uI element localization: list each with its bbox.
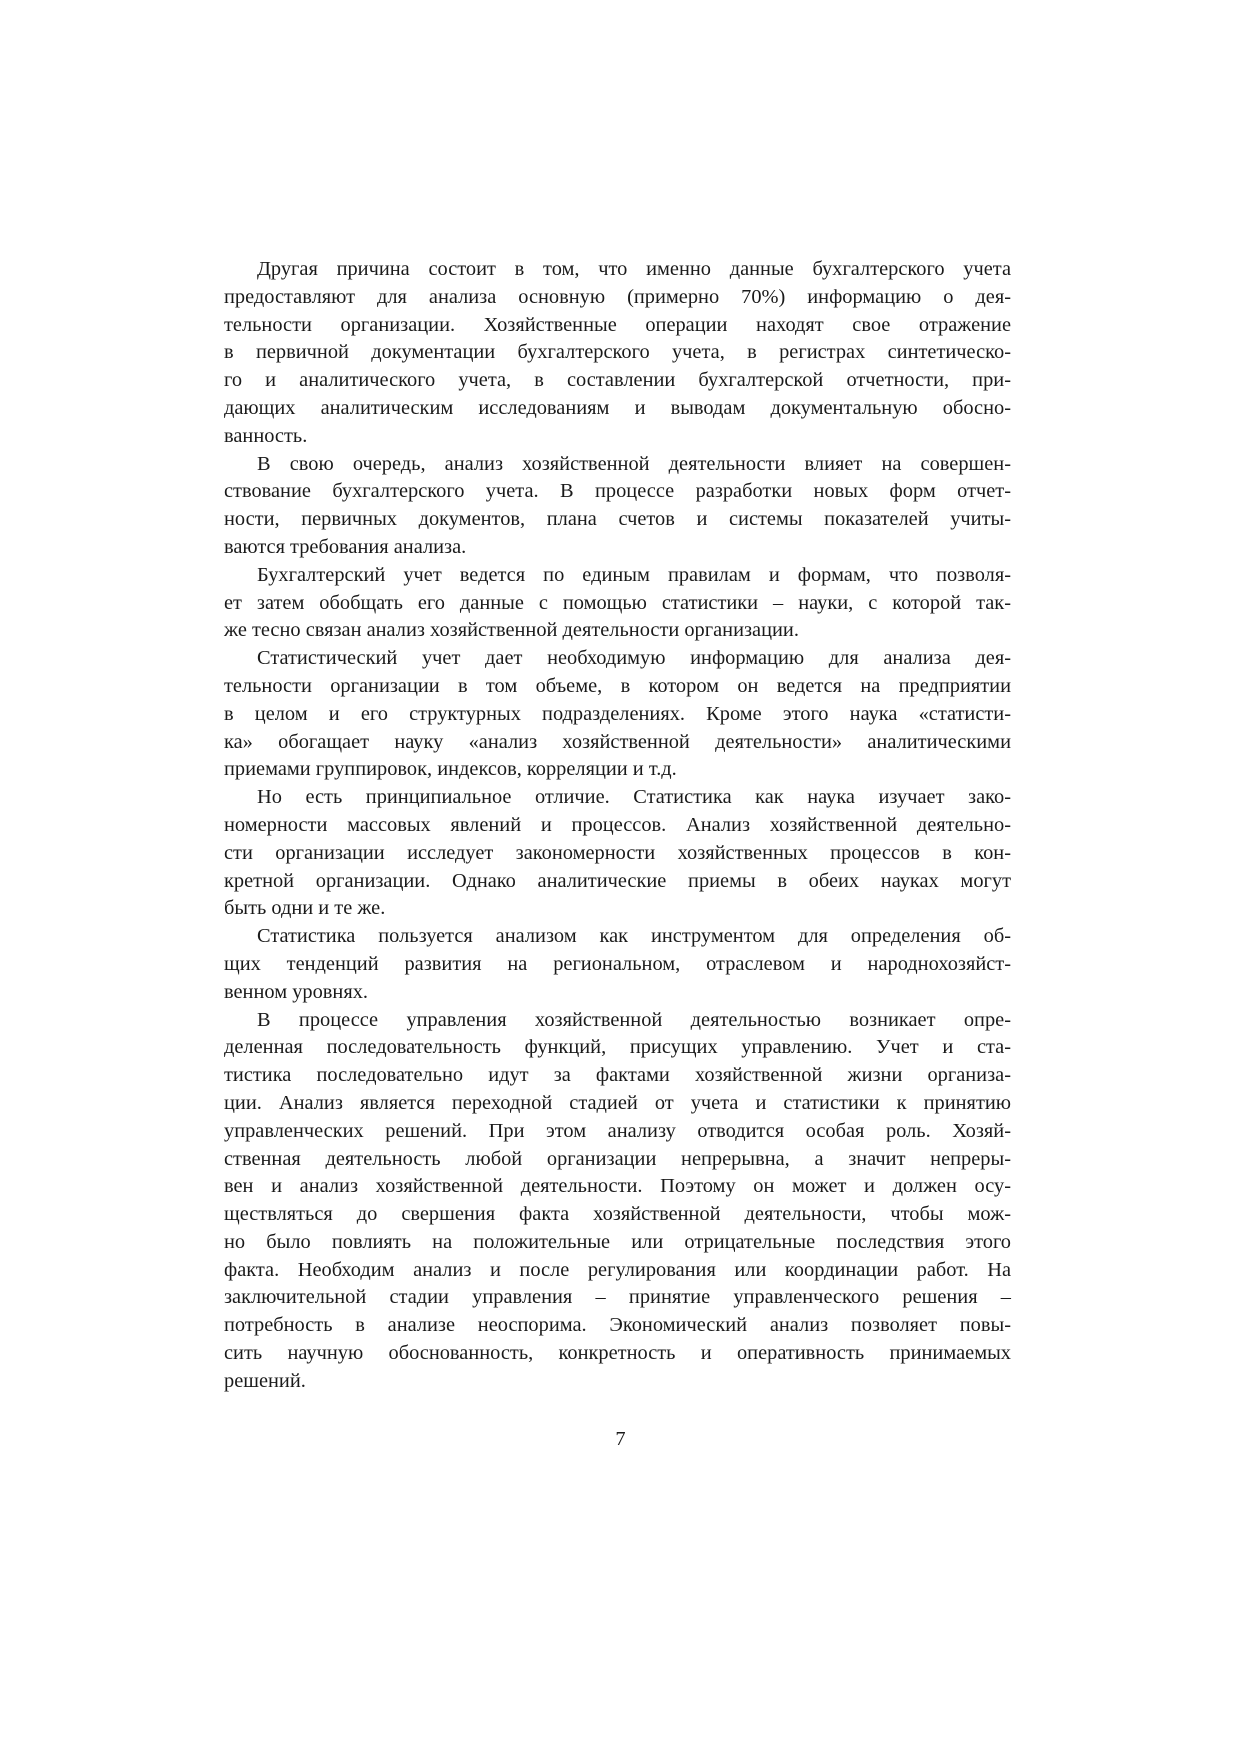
text-line: сти организации исследует закономерности хозяйственных процессов в кон-	[224, 841, 1011, 864]
paragraph	[224, 1007, 1011, 1396]
body-text	[224, 256, 1011, 1396]
text-line: вен и анализ хозяйственной деятельности. Поэтому он может и должен осу-	[224, 1175, 1011, 1198]
text-line: кретной организации. Однако аналитические приемы в обеих науках могут	[224, 869, 1011, 892]
text-line: Статистика пользуется анализом как инструментом для определения об-	[257, 925, 1011, 948]
text-line: управленческих решений. При этом анализу отводится особая роль. Хозяй-	[224, 1119, 1011, 1142]
text-line: Бухгалтерский учет ведется по единым правилам и формам, что позволя-	[257, 563, 1011, 586]
text-line: ет затем обобщать его данные с помощью статистики – науки, с которой так-	[224, 591, 1011, 614]
paragraph	[224, 923, 1011, 1006]
paragraph	[224, 645, 1011, 784]
text-line: ществляться до свершения факта хозяйственной деятельности, чтобы мож-	[224, 1203, 1011, 1226]
text-line: заключительной стадии управления – принятие управленческого решения –	[224, 1286, 1011, 1309]
text-line: В процессе управления хозяйственной деятельностью возникает опре-	[257, 1008, 1011, 1031]
text-line: венном уровнях.	[224, 980, 368, 1003]
text-line: ваются требования анализа.	[224, 535, 467, 558]
text-line: приемами группировок, индексов, корреляции и т.д.	[224, 758, 677, 781]
text-line: в целом и его структурных подразделениях. Кроме этого наука «статисти-	[224, 702, 1011, 725]
text-line: ванность.	[224, 424, 308, 447]
text-line: В свою очередь, анализ хозяйственной деятельности влияет на совершен-	[257, 452, 1011, 475]
paragraph	[224, 451, 1011, 562]
text-line: щих тенденций развития на региональном, отраслевом и народнохозяйст-	[224, 952, 1011, 975]
paragraph	[224, 562, 1011, 645]
text-line: ности, первичных документов, плана счетов и системы показателей учиты-	[224, 508, 1011, 531]
text-line: факта. Необходим анализ и после регулирования или координации работ. На	[224, 1258, 1011, 1281]
text-line: ции. Анализ является переходной стадией от учета и статистики к принятию	[224, 1091, 1011, 1114]
text-line: тельности организации в том объеме, в котором он ведется на предприятии	[224, 674, 1011, 697]
text-line: тистика последовательно идут за фактами хозяйственной жизни организа-	[224, 1064, 1011, 1087]
paragraph	[224, 784, 1011, 923]
paragraph	[224, 256, 1011, 451]
text-line: но было повлиять на положительные или отрицательные последствия этого	[224, 1230, 1011, 1253]
page-number: 7	[615, 1428, 626, 1450]
text-line: дающих аналитическим исследованиям и выводам документальную обосно-	[224, 396, 1011, 419]
text-line: Другая причина состоит в том, что именно данные бухгалтерского учета	[257, 258, 1011, 280]
text-line: номерности массовых явлений и процессов. Анализ хозяйственной деятельно-	[224, 813, 1011, 836]
text-line: Статистический учет дает необходимую информацию для анализа дея-	[257, 647, 1011, 670]
text-line: тельности организации. Хозяйственные операции находят свое отражение	[224, 313, 1011, 336]
text-line: сить научную обоснованность, конкретность и оперативность принимаемых	[224, 1342, 1011, 1365]
text-line: ствование бухгалтерского учета. В процессе разработки новых форм отчет-	[224, 480, 1011, 503]
text-line: быть одни и те же.	[224, 897, 386, 920]
text-line: Но есть принципиальное отличие. Статистика как наука изучает зако-	[257, 786, 1011, 809]
text-line: потребность в анализе неоспорима. Экономический анализ позволяет повы-	[224, 1314, 1011, 1337]
text-line: же тесно связан анализ хозяйственной деятельности организации.	[224, 619, 799, 642]
text-line: ка» обогащает науку «анализ хозяйственной деятельности» аналитическими	[224, 730, 1011, 753]
text-line: ственная деятельность любой организации непрерывна, а значит непреры-	[224, 1147, 1011, 1170]
text-line: деленная последовательность функций, присущих управлению. Учет и ста-	[224, 1036, 1011, 1059]
text-line: предоставляют для анализа основную (примерно 70%) информацию о дея-	[224, 285, 1011, 308]
text-line: в первичной документации бухгалтерского учета, в регистрах синтетическо-	[224, 341, 1011, 364]
text-line: решений.	[224, 1369, 306, 1392]
text-line: го и аналитического учета, в составлении бухгалтерской отчетности, при-	[224, 369, 1011, 392]
